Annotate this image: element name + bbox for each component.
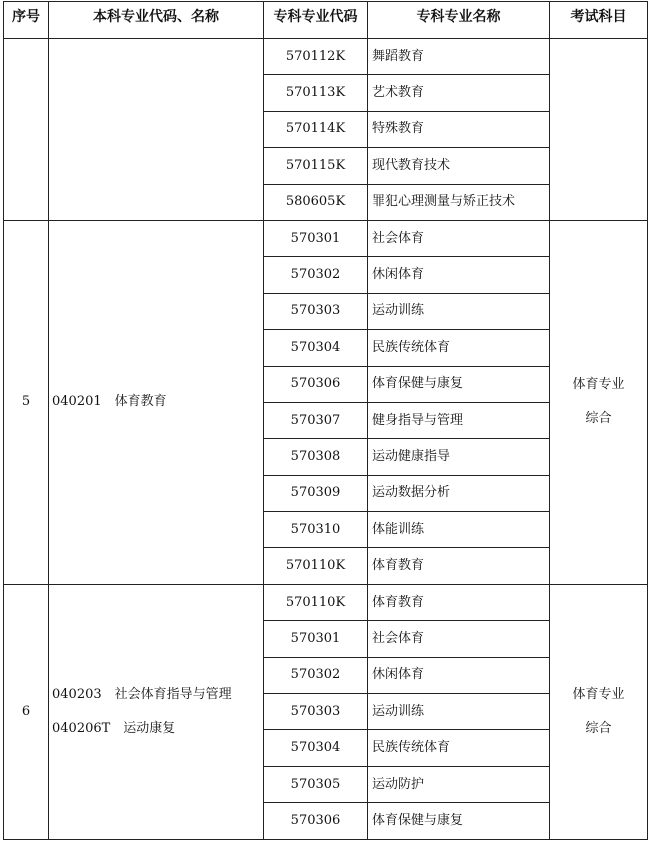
table-row <box>4 220 648 256</box>
bachelor-cell: 040201 体育教育 <box>49 220 264 584</box>
bachelor-line-1: 040203 社会体育指导与管理 <box>52 686 232 702</box>
code-cell: 570114K <box>264 111 368 147</box>
major-table <box>3 1 648 840</box>
header-bachelor: 本科专业代码、名称 <box>49 2 264 39</box>
code-cell: 570307 <box>264 402 368 438</box>
exam-cell-empty <box>550 39 648 221</box>
code-cell: 570302 <box>264 657 368 693</box>
name-cell: 特殊教育 <box>368 111 550 147</box>
name-cell: 运动数据分析 <box>368 475 550 511</box>
code-cell: 570301 <box>264 220 368 256</box>
name-cell: 体育教育 <box>368 548 550 584</box>
name-cell: 体能训练 <box>368 512 550 548</box>
exam-cell <box>550 584 648 839</box>
code-cell: 570110K <box>264 584 368 620</box>
name-cell: 现代教育技术 <box>368 148 550 184</box>
name-cell: 罪犯心理测量与矫正技术 <box>368 184 550 220</box>
header-code: 专科专业代码 <box>264 2 368 39</box>
name-cell: 艺术教育 <box>368 75 550 111</box>
code-cell: 580605K <box>264 184 368 220</box>
code-cell: 570303 <box>264 293 368 329</box>
header-name: 专科专业名称 <box>368 2 550 39</box>
code-cell: 570301 <box>264 621 368 657</box>
header-row <box>4 2 648 39</box>
name-cell: 民族传统体育 <box>368 730 550 766</box>
code-cell: 570306 <box>264 803 368 839</box>
name-cell: 社会体育 <box>368 220 550 256</box>
bachelor-line-2: 040206T 运动康复 <box>52 720 176 736</box>
code-cell: 570305 <box>264 766 368 802</box>
seq-cell: 6 <box>4 584 49 839</box>
name-cell: 运动训练 <box>368 293 550 329</box>
code-cell: 570304 <box>264 330 368 366</box>
name-cell: 休闲体育 <box>368 657 550 693</box>
exam-cell <box>550 220 648 584</box>
exam-line-1: 体育专业 <box>572 377 625 393</box>
name-cell: 运动防护 <box>368 766 550 802</box>
code-cell: 570115K <box>264 148 368 184</box>
name-cell: 体育保健与康复 <box>368 803 550 839</box>
exam-line-2: 综合 <box>585 411 612 427</box>
header-exam: 考试科目 <box>550 2 648 39</box>
name-cell: 民族传统体育 <box>368 330 550 366</box>
code-cell: 570303 <box>264 694 368 730</box>
table-row <box>4 39 648 75</box>
name-cell: 运动训练 <box>368 694 550 730</box>
name-cell: 体育教育 <box>368 584 550 620</box>
code-cell: 570310 <box>264 512 368 548</box>
code-cell: 570304 <box>264 730 368 766</box>
table-row <box>4 584 648 620</box>
name-cell: 社会体育 <box>368 621 550 657</box>
exam-line-1: 体育专业 <box>572 686 625 702</box>
seq-cell-empty <box>4 39 49 221</box>
exam-line-2: 综合 <box>585 720 612 736</box>
code-cell: 570308 <box>264 439 368 475</box>
code-cell: 570112K <box>264 39 368 75</box>
name-cell: 体育保健与康复 <box>368 366 550 402</box>
name-cell: 休闲体育 <box>368 257 550 293</box>
name-cell: 舞蹈教育 <box>368 39 550 75</box>
header-seq: 序号 <box>4 2 49 39</box>
code-cell: 570113K <box>264 75 368 111</box>
name-cell: 运动健康指导 <box>368 439 550 475</box>
seq-cell: 5 <box>4 220 49 584</box>
bachelor-cell-empty <box>49 39 264 221</box>
code-cell: 570306 <box>264 366 368 402</box>
code-cell: 570110K <box>264 548 368 584</box>
code-cell: 570302 <box>264 257 368 293</box>
name-cell: 健身指导与管理 <box>368 402 550 438</box>
bachelor-cell <box>49 584 264 839</box>
code-cell: 570309 <box>264 475 368 511</box>
